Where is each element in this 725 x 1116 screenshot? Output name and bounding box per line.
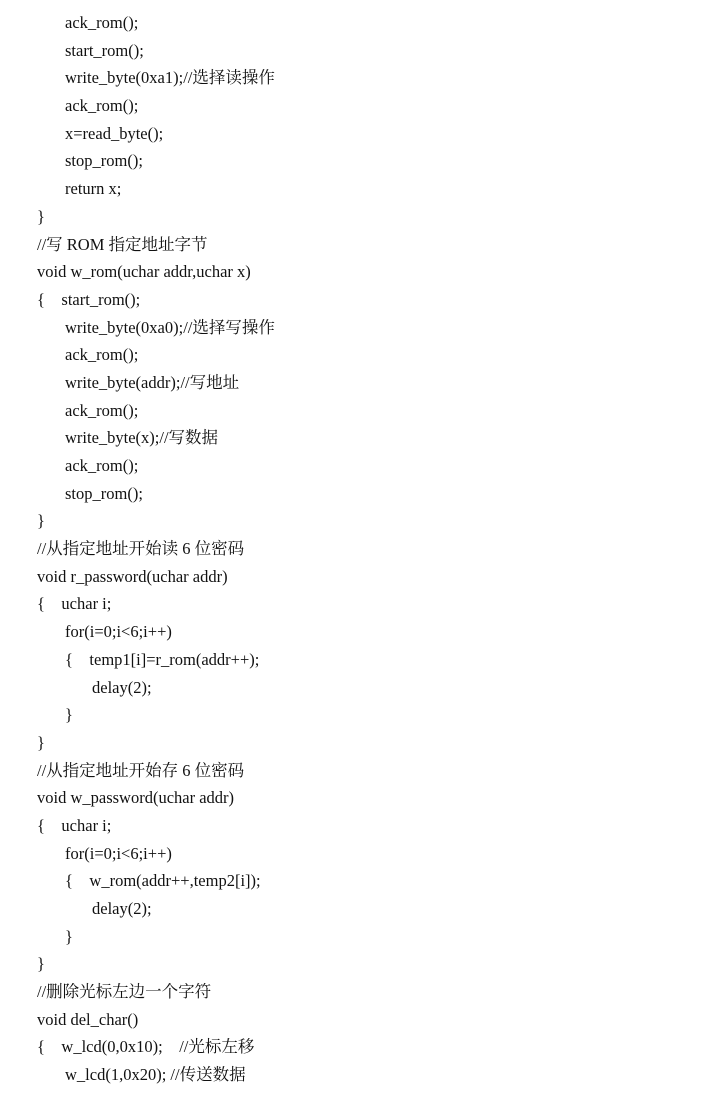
code-line-text: void del_char() (37, 1009, 139, 1029)
code-line (0, 258, 725, 286)
code-line (0, 895, 725, 923)
code-line (0, 674, 725, 702)
code-line (0, 120, 725, 148)
code-line (0, 978, 725, 1006)
code-line-text: } (37, 954, 45, 974)
code-line-text: //从指定地址开始读 6 位密码 (37, 539, 245, 559)
code-line (0, 923, 725, 951)
code-line (0, 203, 725, 231)
code-line-text: void w_rom(uchar addr,uchar x) (37, 262, 251, 282)
code-line (0, 729, 725, 757)
code-line-text: return x; (65, 179, 122, 199)
code-line (0, 840, 725, 868)
code-line-text: delay(2); (92, 899, 152, 918)
code-line-text: for(i=0;i<6;i++) (65, 843, 172, 863)
code-line-text: } (37, 206, 45, 226)
code-line (0, 147, 725, 175)
code-line-text: ack_rom(); (65, 456, 139, 475)
code-line (0, 784, 725, 812)
code-line-text: { uchar i; (37, 815, 112, 835)
code-line (0, 231, 725, 259)
code-line-text: //从指定地址开始存 6 位密码 (37, 760, 245, 780)
code-line-text: ack_rom(); (65, 345, 139, 365)
code-line-text: write_byte(addr);//写地址 (65, 372, 240, 392)
code-line (0, 480, 725, 508)
code-line (0, 314, 725, 342)
code-line-text: { w_lcd(0,0x10); //光标左移 (37, 1037, 255, 1057)
code-line-text: stop_rom(); (65, 483, 143, 503)
code-line (0, 701, 725, 729)
code-line-text: } (37, 511, 45, 531)
code-line-text: for(i=0;i<6;i++) (65, 622, 172, 642)
code-listing (0, 9, 725, 1089)
code-line (0, 1033, 725, 1061)
code-line-text: //删除光标左边一个字符 (37, 982, 212, 1002)
code-line (0, 1061, 725, 1089)
code-line-text: write_byte(0xa0);//选择写操作 (65, 317, 275, 337)
code-line (0, 341, 725, 369)
code-line (0, 618, 725, 646)
code-line-text: } (37, 732, 45, 752)
code-line (0, 757, 725, 785)
code-line-text: w_lcd(1,0x20); //传送数据 (65, 1065, 246, 1085)
code-line (0, 507, 725, 535)
code-line-text: } (65, 926, 73, 946)
code-line-text: write_byte(0xa1);//选择读操作 (65, 68, 275, 88)
code-line (0, 452, 725, 480)
code-line (0, 535, 725, 563)
code-line-text: write_byte(x);//写数据 (65, 428, 219, 448)
code-line-text: { uchar i; (37, 594, 112, 614)
code-line-text: { temp1[i]=r_rom(addr++); (65, 649, 260, 669)
code-line (0, 369, 725, 397)
code-line (0, 950, 725, 978)
code-line-text: void r_password(uchar addr) (37, 566, 228, 586)
code-line (0, 92, 725, 120)
code-line-text: ack_rom(); (65, 96, 139, 116)
code-line (0, 64, 725, 92)
code-line (0, 563, 725, 591)
code-line (0, 1006, 725, 1034)
code-line-text: delay(2); (92, 677, 152, 697)
code-line-text: ack_rom(); (65, 400, 139, 420)
code-line-text: { start_rom(); (37, 289, 141, 309)
code-line-text: start_rom(); (65, 40, 144, 60)
code-line (0, 397, 725, 425)
code-line-text: x=read_byte(); (65, 123, 164, 143)
code-line (0, 9, 725, 37)
code-line-text: stop_rom(); (65, 151, 143, 171)
code-line (0, 590, 725, 618)
code-line-text: void w_password(uchar addr) (37, 788, 235, 808)
code-line (0, 424, 725, 452)
code-line (0, 867, 725, 895)
code-line-text: { w_rom(addr++,temp2[i]); (65, 871, 261, 891)
code-line-text: ack_rom(); (65, 13, 139, 32)
code-line (0, 286, 725, 314)
code-line (0, 812, 725, 840)
code-line (0, 646, 725, 674)
code-line-text: } (65, 705, 73, 725)
code-line-text: //写 ROM 指定地址字节 (37, 234, 208, 254)
code-line (0, 175, 725, 203)
code-line (0, 37, 725, 65)
